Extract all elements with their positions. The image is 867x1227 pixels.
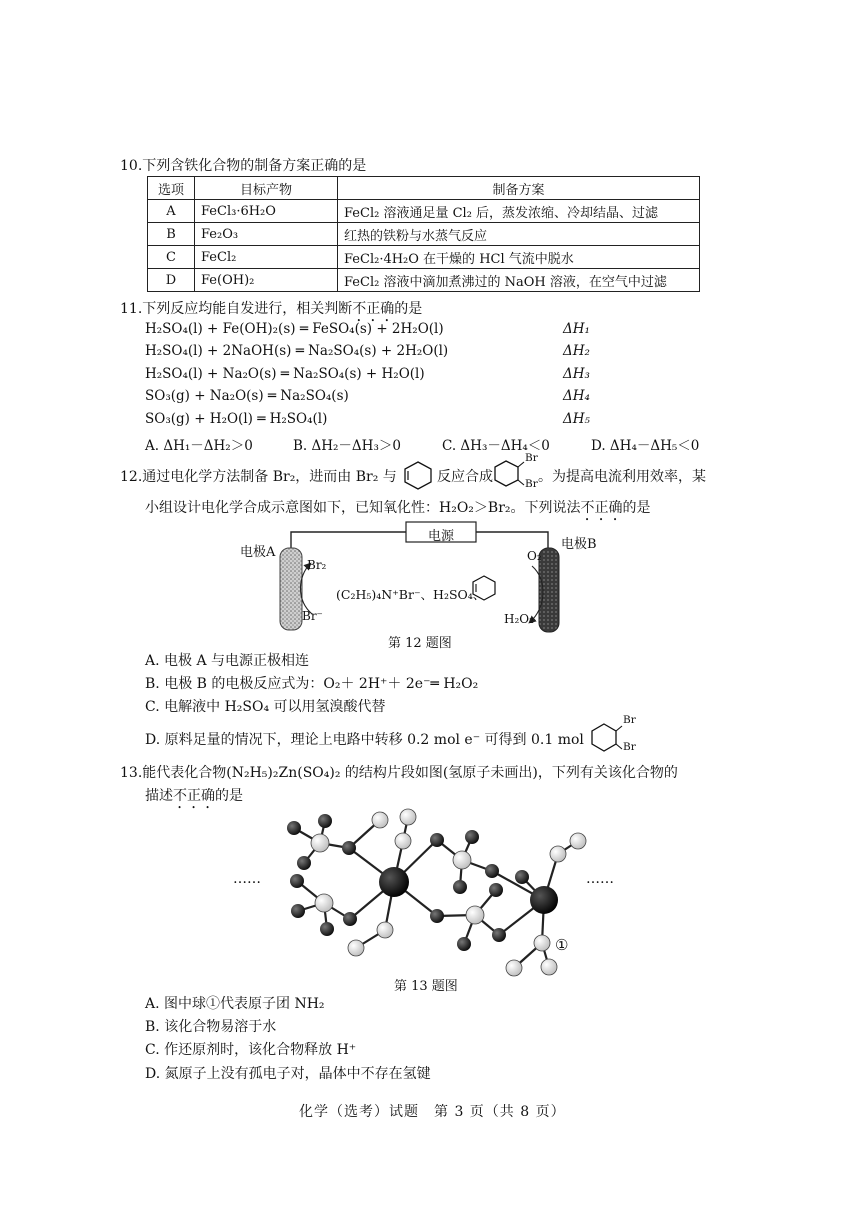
- q13-stem-line1: 13.能代表化合物(N₂H₅)₂Zn(SO₄)₂ 的结构片段如图(氢原子未画出)，下列有关该化合物的: [120, 765, 678, 781]
- q12-power-label: 电源: [427, 529, 454, 544]
- row-product: FeCl₃·6H₂O: [195, 200, 338, 223]
- q13-crystal-structure-diagram: [270, 805, 590, 980]
- q11-equation-2: [145, 343, 705, 363]
- equation-text: H₂SO₄(l) + Na₂O(s) ═ Na₂SO₄(s) + H₂O(l): [145, 366, 425, 382]
- ellipsis-left: ……: [233, 871, 261, 887]
- equation-enthalpy: ΔH₄: [563, 388, 590, 404]
- br2-label: Br₂: [307, 558, 327, 572]
- q11-equation-4: [145, 388, 705, 408]
- br-label-top: Br: [525, 452, 538, 464]
- q11-option-b: B. ΔH₂－ΔH₃＞0: [293, 438, 401, 454]
- q11-option-a: A. ΔH₁－ΔH₂＞0: [145, 438, 253, 454]
- equation-enthalpy: ΔH₃: [563, 366, 590, 382]
- q11-equation-5: [145, 411, 705, 431]
- table-row: [148, 200, 700, 223]
- q12-option-b: B. 电极 B 的电极反应式为：O₂＋ 2H⁺＋ 2e⁻═ H₂O₂: [145, 676, 479, 692]
- row-plan: FeCl₂·4H₂O 在干燥的 HCl 气流中脱水: [338, 246, 700, 269]
- q13-stem2-a: 描述: [145, 788, 173, 804]
- row-option: D: [148, 269, 195, 292]
- q13-option-c: C. 作还原剂时，该化合物释放 H⁺: [145, 1042, 357, 1058]
- q11-stem-emphasis: 不正确: [352, 301, 395, 317]
- q11-options: [145, 434, 725, 454]
- equation-text: H₂SO₄(l) + Fe(OH)₂(s) ═ FeSO₄(s) + 2H₂O(l): [145, 321, 444, 337]
- table-row: [148, 269, 700, 292]
- header-product: 目标产物: [195, 177, 338, 200]
- row-option: B: [148, 223, 195, 246]
- q11-stem-a: 11.下列反应均能自发进行，相关判断: [120, 301, 353, 317]
- equation-enthalpy: ΔH₂: [563, 343, 590, 359]
- o2-label: O₂: [527, 549, 542, 563]
- row-option: A: [148, 200, 195, 223]
- cyclohexene-icon: [400, 459, 436, 491]
- header-plan: 制备方案: [338, 177, 700, 200]
- br-label-top-d: Br: [623, 714, 636, 726]
- table-row: [148, 223, 700, 246]
- q11-equation-3: [145, 366, 705, 386]
- equation-text: H₂SO₄(l) + 2NaOH(s) ═ Na₂SO₄(s) + 2H₂O(l): [145, 343, 449, 359]
- q12-figure-caption: 第 12 题图: [388, 636, 452, 651]
- electrolyte-label: (C₂H₅)₄N⁺Br⁻、H₂SO₄、: [336, 587, 486, 602]
- br-label-bottom: Br: [525, 478, 538, 490]
- q13-option-b: B. 该化合物易溶于水: [145, 1019, 277, 1035]
- q11-equation-1: [145, 321, 705, 341]
- ellipsis-right: ……: [586, 871, 614, 887]
- header-option: 选项: [148, 177, 195, 200]
- electrode-b-label: 电极B: [561, 537, 597, 552]
- q11-option-c: C. ΔH₃－ΔH₄＜0: [442, 438, 550, 454]
- q10-table: [147, 176, 700, 292]
- q12-stem2-emphasis: 不正确: [580, 500, 623, 516]
- q12-electrochem-diagram: [230, 518, 610, 638]
- atom-marker-1: ①: [555, 936, 569, 954]
- q11-stem-b: 的是: [394, 301, 423, 317]
- electrode-a-label: 电极A: [240, 545, 276, 560]
- row-product: Fe(OH)₂: [195, 269, 338, 292]
- q13-stem2-emphasis: 不正确: [173, 788, 215, 804]
- bromide-label: Br⁻: [302, 609, 323, 623]
- equation-enthalpy: ΔH₅: [563, 411, 590, 427]
- row-plan: FeCl₂ 溶液通足量 Cl₂ 后，蒸发浓缩、冷却结晶、过滤: [338, 200, 700, 223]
- equation-enthalpy: ΔH₁: [563, 321, 590, 337]
- q11-option-d: D. ΔH₄－ΔH₅＜0: [591, 438, 700, 454]
- equation-text: SO₃(g) + Na₂O(s) ═ Na₂SO₄(s): [145, 388, 349, 404]
- row-plan: 红热的铁粉与水蒸气反应: [338, 223, 700, 246]
- electrode-a-bar: [280, 548, 302, 630]
- q13-stem2-b: 的是: [215, 788, 243, 804]
- q12-stem2-b: 的是: [622, 500, 651, 516]
- q12-stem2-a: 小组设计电化学合成示意图如下，已知氧化性：H₂O₂＞Br₂。下列说法: [145, 500, 581, 516]
- q13-figure-caption: 第 13 题图: [394, 979, 458, 994]
- q12-option-d: D. 原料足量的情况下，理论上电路中转移 0.2 mol e⁻ 可得到 0.1 mol: [145, 732, 584, 748]
- q12-stem-a: 12.通过电化学方法制备 Br₂，进而由 Br₂ 与: [120, 469, 397, 485]
- page-footer: 化学（选考）试题 第 3 页（共 8 页）: [299, 1104, 566, 1120]
- row-product: FeCl₂: [195, 246, 338, 269]
- equation-text: SO₃(g) + H₂O(l) ═ H₂SO₄(l): [145, 411, 328, 427]
- q12-stem-b: 反应合成: [437, 469, 493, 485]
- row-product: Fe₂O₃: [195, 223, 338, 246]
- q13-option-a: A. 图中球①代表原子团 NH₂: [145, 996, 325, 1012]
- br-label-bottom-d: Br: [623, 741, 636, 753]
- table-header-row: [148, 177, 700, 200]
- q13-stem-line2: [145, 785, 243, 812]
- row-plan: FeCl₂ 溶液中滴加煮沸过的 NaOH 溶液，在空气中过滤: [338, 269, 700, 292]
- q12-option-a: A. 电极 A 与电源正极相连: [145, 653, 310, 669]
- q12-option-c: C. 电解液中 H₂SO₄ 可以用氢溴酸代替: [145, 699, 386, 715]
- q12-stem-c: 。为提高电流利用效率，某: [538, 469, 706, 485]
- q10-stem: 10.下列含铁化合物的制备方案正确的是: [120, 158, 367, 174]
- q13-option-d: D. 氮原子上没有孤电子对，晶体中不存在氢键: [145, 1066, 431, 1082]
- table-row: [148, 246, 700, 269]
- h2o2-label: H₂O₂: [504, 612, 534, 626]
- row-option: C: [148, 246, 195, 269]
- electrode-b-bar: [539, 548, 559, 632]
